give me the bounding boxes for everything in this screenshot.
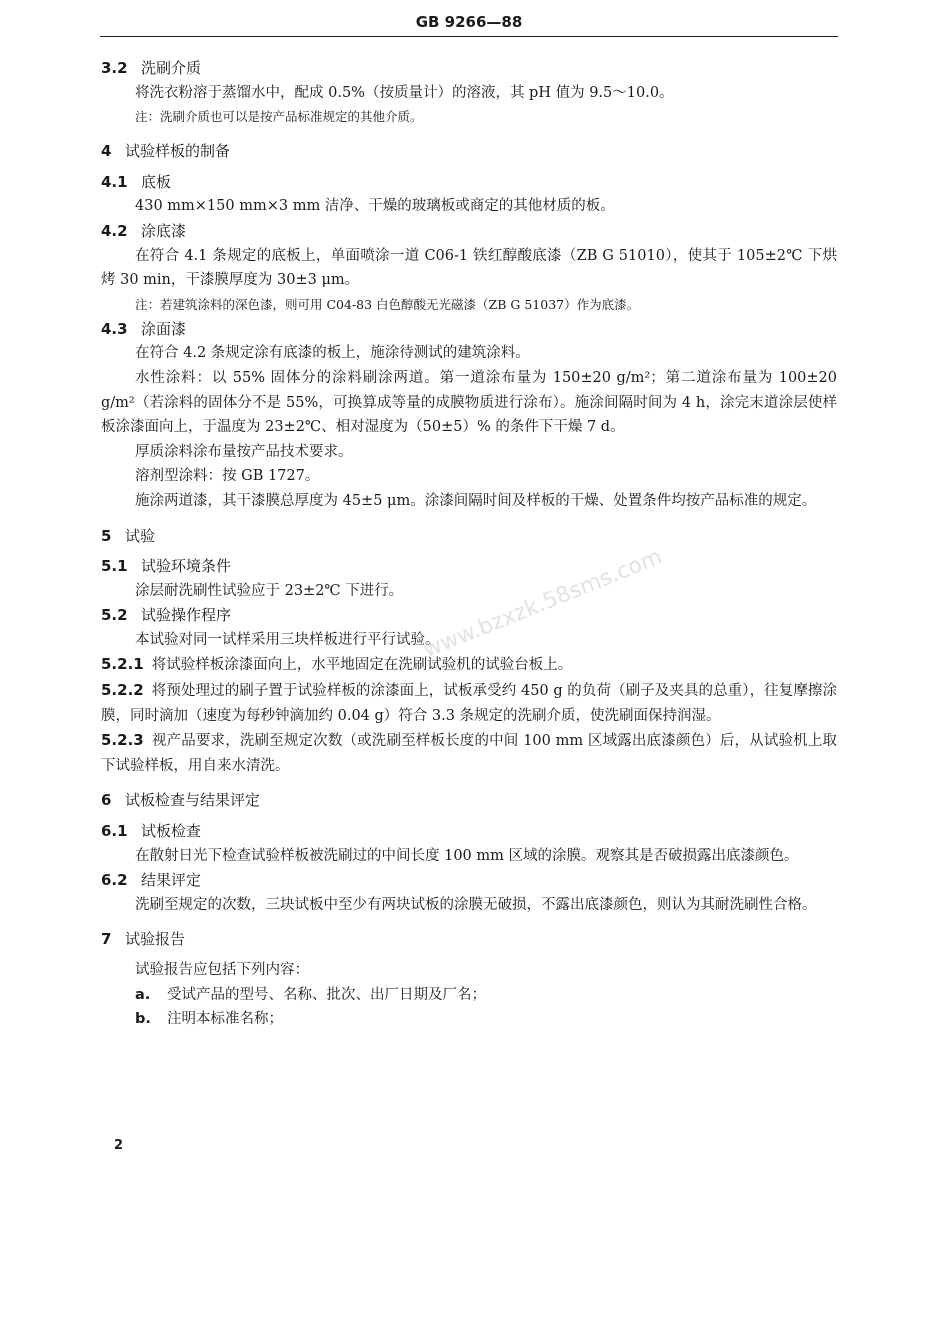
section-5-heading [101, 524, 837, 549]
section-title: 试验样板的制备 [125, 142, 231, 161]
clause-number: 5.2.1 [101, 655, 144, 674]
list-item [101, 983, 837, 1008]
paragraph: 本试验对同一试样采用三块样板进行平行试验。 [135, 631, 440, 648]
section-title: 试板检查与结果评定 [125, 791, 261, 810]
section-3-2-heading [101, 56, 837, 81]
clause-text: 将试验样板涂漆面向上，水平地固定在洗刷试验机的试验台板上。 [151, 657, 573, 674]
list-item [101, 1007, 837, 1032]
paragraph: 试验报告应包括下列内容： [135, 962, 309, 978]
section-6-1-heading [101, 819, 837, 844]
section-number: 4.2 [101, 221, 128, 240]
paragraph: 在符合 4.2 条规定涂有底漆的板上，施涂待测试的建筑涂料。 [135, 345, 530, 362]
section-title: 试验 [125, 526, 156, 545]
section-title: 试板检查 [141, 822, 202, 841]
section-title: 试验环境条件 [141, 557, 232, 576]
section-title: 底板 [141, 172, 172, 191]
clause-5-2-3 [101, 728, 837, 778]
page-number: 2 [114, 1138, 124, 1153]
section-4-3-heading [101, 317, 837, 342]
section-number: 4.1 [101, 172, 128, 191]
section-number: 5 [101, 526, 112, 545]
clause-text: 视产品要求，洗刷至规定次数（或洗刷至样板长度的中间 100 mm 区域露出底漆颜色）后，从试验机上取下试验样板，用自来水清洗。 [101, 733, 837, 774]
section-number: 3.2 [101, 59, 128, 77]
clause-number: 5.2.3 [101, 731, 144, 750]
section-4-heading [101, 139, 837, 164]
section-title: 结果评定 [141, 871, 202, 890]
section-title: 试验报告 [125, 930, 186, 949]
section-number: 6.1 [101, 822, 128, 841]
section-number: 5.1 [101, 557, 128, 576]
section-number: 5.2 [101, 606, 128, 625]
clause-text: 将预处理过的刷子置于试验样板的涂漆面上，试板承受约 450 g 的负荷（刷子及夹具的总重），往复摩擦涂膜，同时滴加（速度为每秒钟滴加约 0.04 g）符合 3.3 条规定的洗刷介质，使洗刷面保持润湿。 [101, 683, 837, 724]
paragraph: 洗刷至规定的次数，三块试板中至少有两块试板的涂膜无破损，不露出底漆颜色，则认为其耐洗刷性合格。 [135, 896, 817, 913]
section-5-1-heading [101, 554, 837, 579]
header-standard-code: GB 9266—88 [100, 10, 838, 37]
paragraph: 将洗衣粉溶于蒸馏水中，配成 0.5%（按质量计）的溶液，其 pH 值为 9.5～10.0。 [135, 84, 674, 101]
section-number: 6.2 [101, 871, 128, 890]
paragraph: 430 mm×150 mm×3 mm 洁净、干燥的玻璃板或商定的其他材质的板。 [135, 198, 615, 215]
paragraph: 涂层耐洗刷性试验应于 23±2℃ 下进行。 [135, 582, 404, 599]
section-title: 涂底漆 [141, 221, 187, 240]
note: 注：洗刷介质也可以是按产品标准规定的其他介质。 [135, 109, 423, 125]
section-title: 试验操作程序 [141, 606, 232, 625]
list-item-text: 注明本标准名称； [167, 1011, 283, 1028]
watermark: www.bzxzk.58sms.com [420, 544, 666, 664]
section-number: 4.3 [101, 319, 128, 338]
list-item-text: 受试产品的型号、名称、批次、出厂日期及厂名； [167, 986, 486, 1003]
section-4-1-heading [101, 170, 837, 195]
paragraph: 水性涂料：以 55% 固体分的涂料刷涂两道。第一道涂布量为 150±20 g/m²；第二道涂布量为 100±20 g/m²（若涂料的固体分不是 55%，可换算成等量的成膜物质进行涂布）。施涂间隔时间为 4 h，涂完末道涂层使样板涂漆面向上，于温度为 23±2℃、相对湿度为（50±5）% 的条件下干燥 7 d。 [101, 369, 837, 436]
section-7-heading [101, 927, 837, 952]
section-title: 涂面漆 [141, 319, 187, 338]
section-6-2-heading [101, 868, 837, 893]
paragraph: 在符合 4.1 条规定的底板上，单面喷涂一道 C06-1 铁红醇酸底漆（ZB G 51010），使其于 105±2℃ 下烘烤 30 min，干漆膜厚度为 30±3 μm。 [101, 247, 837, 289]
list-marker: a. [135, 986, 151, 1003]
section-4-2-heading [101, 219, 837, 244]
section-6-heading [101, 788, 837, 813]
paragraph: 溶剂型涂料：按 GB 1727。 [135, 468, 320, 485]
section-number: 6 [101, 791, 112, 810]
document-body [101, 56, 837, 1032]
paragraph: 在散射日光下检查试验样板被洗刷过的中间长度 100 mm 区域的涂膜。观察其是否破损露出底漆颜色。 [135, 847, 799, 864]
note: 注：若建筑涂料的深色漆，则可用 C04-83 白色醇酸无光磁漆（ZB G 51037）作为底漆。 [135, 296, 640, 312]
paragraph: 厚质涂料涂布量按产品技术要求。 [135, 443, 353, 460]
section-number: 4 [101, 142, 112, 161]
paragraph: 施涂两道漆，其干漆膜总厚度为 45±5 μm。涂漆间隔时间及样板的干燥、处置条件均按产品标准的规定。 [135, 492, 817, 509]
list-marker: b. [135, 1011, 151, 1028]
clause-5-2-2 [101, 678, 837, 728]
section-title: 洗刷介质 [141, 59, 202, 77]
clause-5-2-1 [101, 652, 837, 678]
section-number: 7 [101, 930, 112, 949]
clause-number: 5.2.2 [101, 681, 144, 700]
